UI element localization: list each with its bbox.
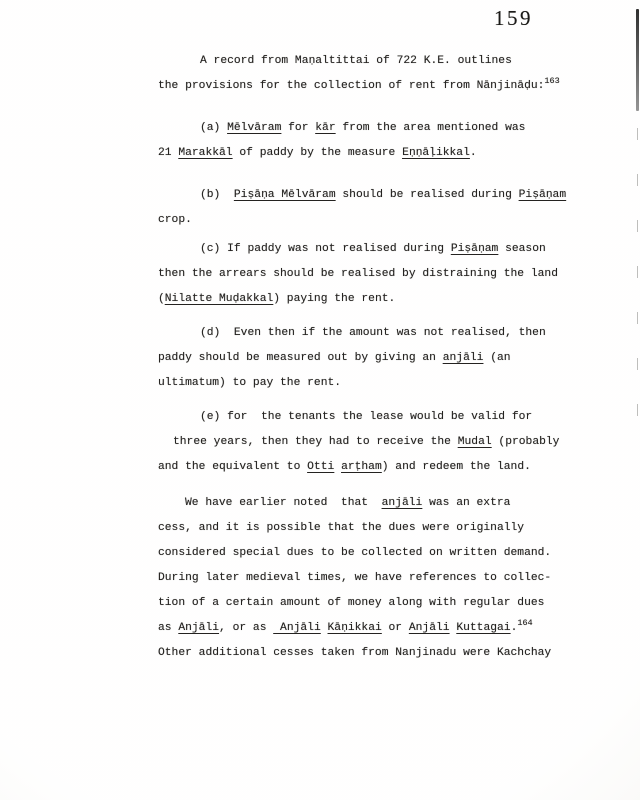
text-run: should be realised during: [335, 189, 519, 201]
text-run: crop.: [158, 214, 192, 226]
text-run: for: [281, 122, 316, 134]
underlined-term: Anjāli: [273, 622, 321, 634]
text-line: [158, 455, 588, 480]
text-line: [158, 116, 588, 141]
text-run: tion of a certain amount of money along with regular dues: [158, 597, 545, 609]
text-line: [158, 321, 588, 346]
paragraph: [158, 183, 588, 233]
underlined-term: Piṣāṇa Mēlvāram: [233, 189, 336, 201]
text-line: [158, 430, 588, 455]
text-run: We have earlier noted that: [185, 497, 382, 509]
footnote-reference: 164: [517, 618, 533, 628]
text-run: of paddy by the measure: [232, 147, 403, 159]
text-run: (d) Even then if the amount was not realised, then: [200, 327, 546, 339]
text-run: Other additional cesses taken from Nanjinadu were Kachchay: [158, 647, 552, 659]
text-run: from the area mentioned was: [335, 122, 526, 134]
underlined-term: Marakkāl: [178, 147, 233, 159]
text-run: (probably: [491, 436, 560, 448]
document-body: [158, 49, 588, 666]
text-run: three years, then they had to receive the: [173, 436, 458, 448]
text-run: the provisions for the collection of rent from Nānjināḍu:: [158, 80, 545, 92]
text-run: cess, and it is possible that the dues were originally: [158, 522, 525, 534]
text-line: [158, 641, 588, 666]
text-line: [158, 183, 588, 208]
text-run: considered special dues to be collected on written demand.: [158, 547, 552, 559]
text-run: , or as: [219, 622, 274, 634]
paragraph: [158, 405, 588, 480]
text-run: .: [510, 622, 518, 634]
text-run: then the arrears should be realised by distraining the land: [158, 268, 558, 280]
underlined-term: Eṇṇāḷikkal: [402, 147, 470, 159]
paragraph: [158, 321, 588, 396]
text-run: .: [469, 147, 477, 159]
text-line: [158, 208, 588, 233]
scan-edge-artifact-faint: [637, 128, 639, 418]
underlined-term: Mēlvāram: [227, 122, 282, 134]
underlined-term: Kāṇikkai: [327, 622, 382, 634]
text-run: ultimatum) to pay the rent.: [158, 377, 342, 389]
underlined-term: anjāli: [381, 497, 423, 509]
text-line: [158, 591, 588, 616]
text-line: [158, 346, 588, 371]
footnote-reference: 163: [544, 76, 560, 86]
text-line: [158, 516, 588, 541]
text-line: [158, 74, 588, 99]
underlined-term: Kuttagai: [456, 622, 511, 634]
text-run: (an: [483, 352, 511, 364]
text-line: [158, 616, 588, 641]
text-run: A record from Maṇaltittai of 722 K.E. outlines: [200, 55, 512, 67]
text-line: [158, 405, 588, 430]
text-line: [158, 371, 588, 396]
text-line: [158, 141, 588, 166]
text-run: (b): [200, 189, 234, 201]
text-run: During later medieval times, we have references to collec-: [158, 572, 552, 584]
scan-edge-artifact: [636, 9, 639, 111]
text-run: ) paying the rent.: [273, 293, 396, 305]
underlined-term: Mudal: [457, 436, 492, 448]
paragraph: [158, 116, 588, 166]
text-run: as: [158, 622, 179, 634]
underlined-term: kār: [315, 122, 336, 134]
text-run: ) and redeem the land.: [381, 461, 531, 473]
text-line: [158, 237, 588, 262]
paragraph: [158, 237, 588, 312]
text-line: [158, 541, 588, 566]
paragraph: [158, 491, 588, 666]
underlined-term: Anjāli: [408, 622, 450, 634]
underlined-term: Piṣāṇam: [450, 243, 499, 255]
text-run: (c) If paddy was not realised during: [200, 243, 451, 255]
text-run: (a): [200, 122, 228, 134]
text-run: season: [498, 243, 546, 255]
text-line: [158, 566, 588, 591]
page-number: 159: [494, 6, 533, 30]
paragraph: [158, 49, 588, 99]
text-run: (e) for the tenants the lease would be valid for: [200, 411, 533, 423]
text-run: or: [381, 622, 409, 634]
underlined-term: Piṣāṇam: [518, 189, 567, 201]
text-run: and the equivalent to: [158, 461, 308, 473]
underlined-term: Otti: [307, 461, 335, 473]
text-line: [158, 491, 588, 516]
text-run: paddy should be measured out by giving an: [158, 352, 443, 364]
text-run: was an extra: [422, 497, 511, 509]
text-line: [158, 49, 588, 74]
text-line: [158, 262, 588, 287]
text-run: (: [158, 293, 165, 305]
underlined-term: arṭham: [341, 461, 382, 473]
underlined-term: Nilatte Muḍakkal: [164, 293, 274, 305]
text-line: [158, 287, 588, 312]
underlined-term: anjāli: [442, 352, 484, 364]
underlined-term: Anjāli: [178, 622, 220, 634]
text-run: 21: [158, 147, 179, 159]
text-run: [321, 622, 328, 634]
